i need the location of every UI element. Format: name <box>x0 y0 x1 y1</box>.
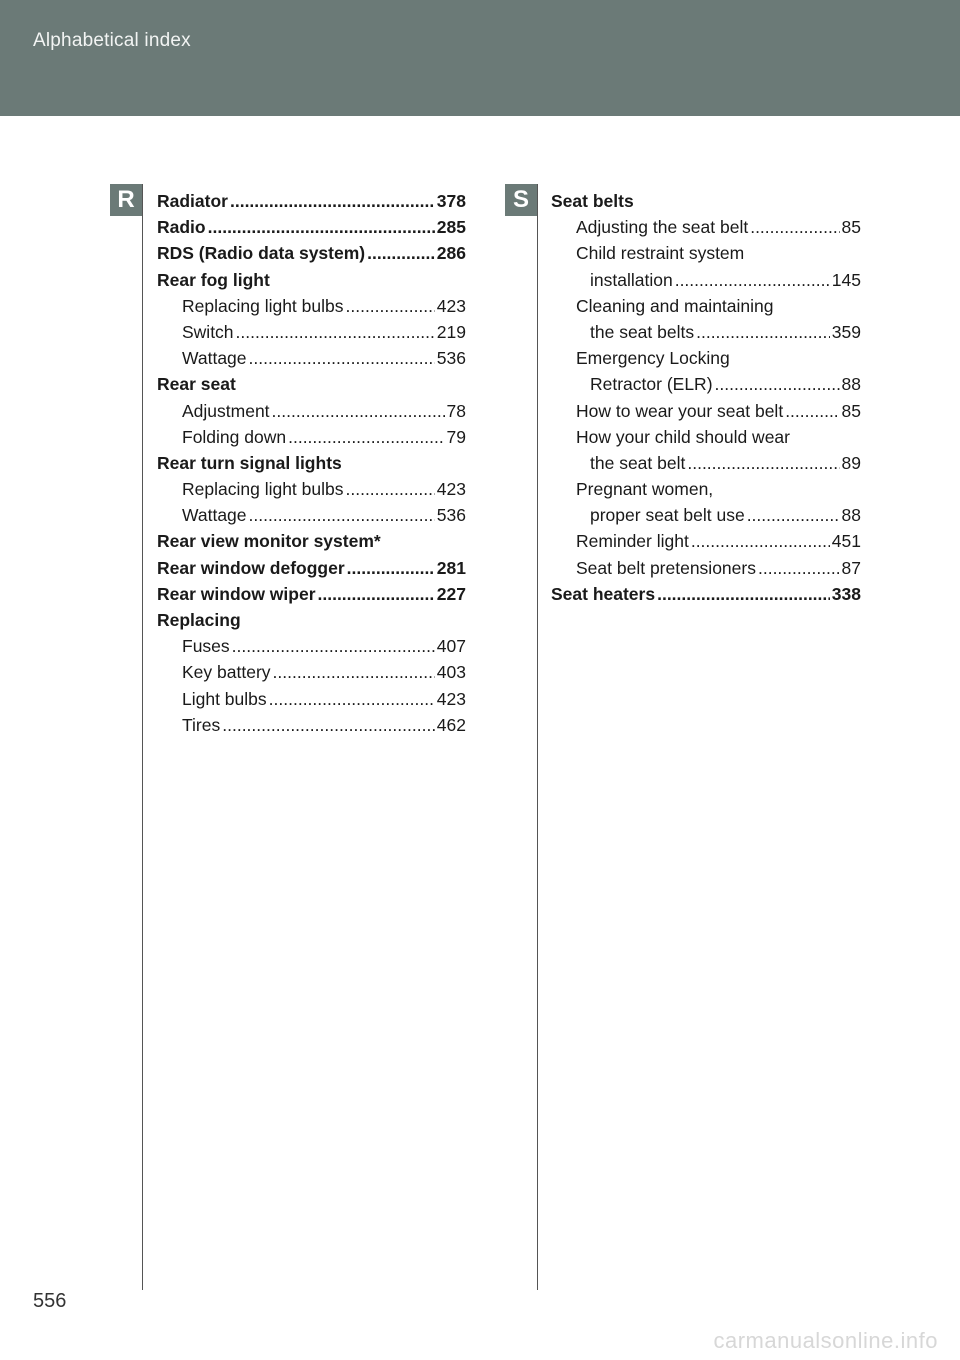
entry-page: 423 <box>436 688 466 709</box>
entry-page: 145 <box>831 269 861 290</box>
index-entry <box>551 240 861 266</box>
index-entry <box>157 240 466 266</box>
dot-leader <box>715 371 840 397</box>
index-entry <box>551 581 861 607</box>
entry-page: 85 <box>841 400 861 421</box>
entry-label: the seat belt <box>590 452 686 473</box>
column-divider-left <box>142 184 143 1290</box>
entry-label: Rear turn signal lights <box>157 452 342 473</box>
index-entry <box>157 398 466 424</box>
dot-leader <box>249 345 435 371</box>
dot-leader <box>346 293 435 319</box>
index-entry <box>551 267 861 293</box>
entry-page: 85 <box>841 217 861 238</box>
index-entry <box>551 319 861 345</box>
entry-page: 359 <box>831 321 861 342</box>
entry-page: 88 <box>841 505 861 526</box>
index-entry <box>551 214 861 240</box>
entry-label: Cleaning and maintaining <box>576 295 774 316</box>
entry-label: Radiator <box>157 191 228 211</box>
index-entry <box>157 528 466 554</box>
index-entry <box>157 581 466 607</box>
dot-leader <box>691 528 830 554</box>
entry-label: Seat belt pretensioners <box>576 557 756 578</box>
entry-page: 403 <box>436 662 466 683</box>
index-entry <box>551 424 861 450</box>
dot-leader <box>288 424 444 450</box>
entry-page: 407 <box>436 636 466 657</box>
entry-page: 378 <box>436 191 466 211</box>
index-entry <box>551 345 861 371</box>
index-entry <box>157 712 466 738</box>
entry-page: 338 <box>831 583 861 604</box>
entry-label: proper seat belt use <box>590 505 745 526</box>
entry-label: installation <box>590 269 673 290</box>
entry-label: the seat belts <box>590 321 695 342</box>
entry-label: Fuses <box>182 636 230 657</box>
entry-label: Replacing <box>157 610 241 630</box>
index-entry <box>551 398 861 424</box>
entry-label: Adjusting the seat belt <box>576 217 749 238</box>
index-entry <box>551 528 861 554</box>
index-entry <box>551 188 861 214</box>
entry-label: Seat belts <box>551 191 634 211</box>
index-entry <box>157 424 466 450</box>
index-entry <box>551 371 861 397</box>
entry-label: How to wear your seat belt <box>576 400 784 421</box>
entry-page: 286 <box>436 243 466 264</box>
dot-leader <box>208 214 435 240</box>
dot-leader <box>347 555 435 581</box>
entry-label: Wattage <box>182 505 247 526</box>
entry-page: 89 <box>841 452 861 473</box>
index-entry <box>551 293 861 319</box>
entry-page: 451 <box>831 531 861 552</box>
dot-leader <box>657 581 830 607</box>
entry-page: 285 <box>436 217 466 238</box>
index-entry <box>157 659 466 685</box>
entry-label: Emergency Locking <box>576 348 730 369</box>
entry-label: Seat heaters <box>551 583 656 604</box>
entry-label: Rear seat <box>157 374 236 395</box>
dot-leader <box>747 502 840 528</box>
entry-label: How your child should wear <box>576 426 790 447</box>
entry-page: 423 <box>436 479 466 500</box>
dot-leader <box>318 581 435 607</box>
dot-leader <box>269 686 435 712</box>
entry-label: Rear fog light <box>157 269 270 290</box>
index-entry <box>157 633 466 659</box>
header-title: Alphabetical index <box>33 30 191 51</box>
index-entry <box>157 476 466 502</box>
index-column-r <box>157 188 466 738</box>
index-entry <box>157 371 466 397</box>
entry-page: 536 <box>436 348 466 369</box>
entry-label: Switch <box>182 321 234 342</box>
page-header <box>0 0 960 116</box>
index-entry <box>157 502 466 528</box>
entry-label: Folding down <box>182 426 287 447</box>
entry-label: Replacing light bulbs <box>182 479 344 500</box>
dot-leader <box>230 188 435 214</box>
dot-leader <box>346 476 435 502</box>
index-entry <box>157 319 466 345</box>
entry-label: Rear window wiper <box>157 583 316 604</box>
index-entry <box>551 450 861 476</box>
entry-label: Radio <box>157 217 206 238</box>
index-entry <box>157 450 466 476</box>
dot-leader <box>367 240 435 266</box>
entry-page: 88 <box>841 374 861 395</box>
index-entry <box>551 476 861 502</box>
index-entry <box>157 267 466 293</box>
entry-label: Adjustment <box>182 400 270 421</box>
index-entry <box>157 214 466 240</box>
entry-label: Pregnant women, <box>576 479 714 500</box>
dot-leader <box>785 398 839 424</box>
entry-label: Wattage <box>182 348 247 369</box>
index-entry <box>157 188 466 214</box>
index-entry <box>157 293 466 319</box>
index-column-s <box>551 188 861 607</box>
dot-leader <box>750 214 839 240</box>
entry-page: 78 <box>446 400 466 421</box>
entry-label: Key battery <box>182 662 271 683</box>
entry-label: Replacing light bulbs <box>182 295 344 316</box>
entry-page: 281 <box>436 557 466 578</box>
dot-leader <box>236 319 435 345</box>
column-divider-right <box>537 184 538 1290</box>
dot-leader <box>758 555 840 581</box>
index-entry <box>551 502 861 528</box>
dot-leader <box>249 502 435 528</box>
index-entry <box>157 555 466 581</box>
index-entry <box>157 686 466 712</box>
entry-label: Rear window defogger <box>157 557 345 578</box>
dot-leader <box>687 450 839 476</box>
entry-label: Rear view monitor system* <box>157 531 381 552</box>
dot-leader <box>232 633 435 659</box>
entry-label: Reminder light <box>576 531 689 552</box>
entry-label: RDS (Radio data system) <box>157 243 366 264</box>
index-entry <box>157 345 466 371</box>
dot-leader <box>272 398 445 424</box>
entry-page: 536 <box>436 505 466 526</box>
entry-page: 219 <box>436 321 466 342</box>
entry-label: Retractor (ELR) <box>590 374 713 395</box>
entry-page: 227 <box>436 583 466 604</box>
index-entry <box>157 607 466 633</box>
dot-leader <box>675 267 830 293</box>
index-entry <box>551 555 861 581</box>
page-number: 556 <box>33 1290 67 1312</box>
entry-label: Child restraint system <box>576 243 745 264</box>
watermark: carmanualsonline.info <box>713 1328 938 1353</box>
section-letter-r: R <box>110 184 142 216</box>
entry-page: 79 <box>446 426 466 447</box>
entry-page: 423 <box>436 295 466 316</box>
dot-leader <box>273 659 435 685</box>
dot-leader <box>222 712 435 738</box>
dot-leader <box>696 319 830 345</box>
entry-label: Light bulbs <box>182 688 267 709</box>
entry-label: Tires <box>182 714 221 735</box>
entry-page: 87 <box>841 557 861 578</box>
entry-page: 462 <box>436 714 466 735</box>
section-letter-s: S <box>505 184 537 216</box>
